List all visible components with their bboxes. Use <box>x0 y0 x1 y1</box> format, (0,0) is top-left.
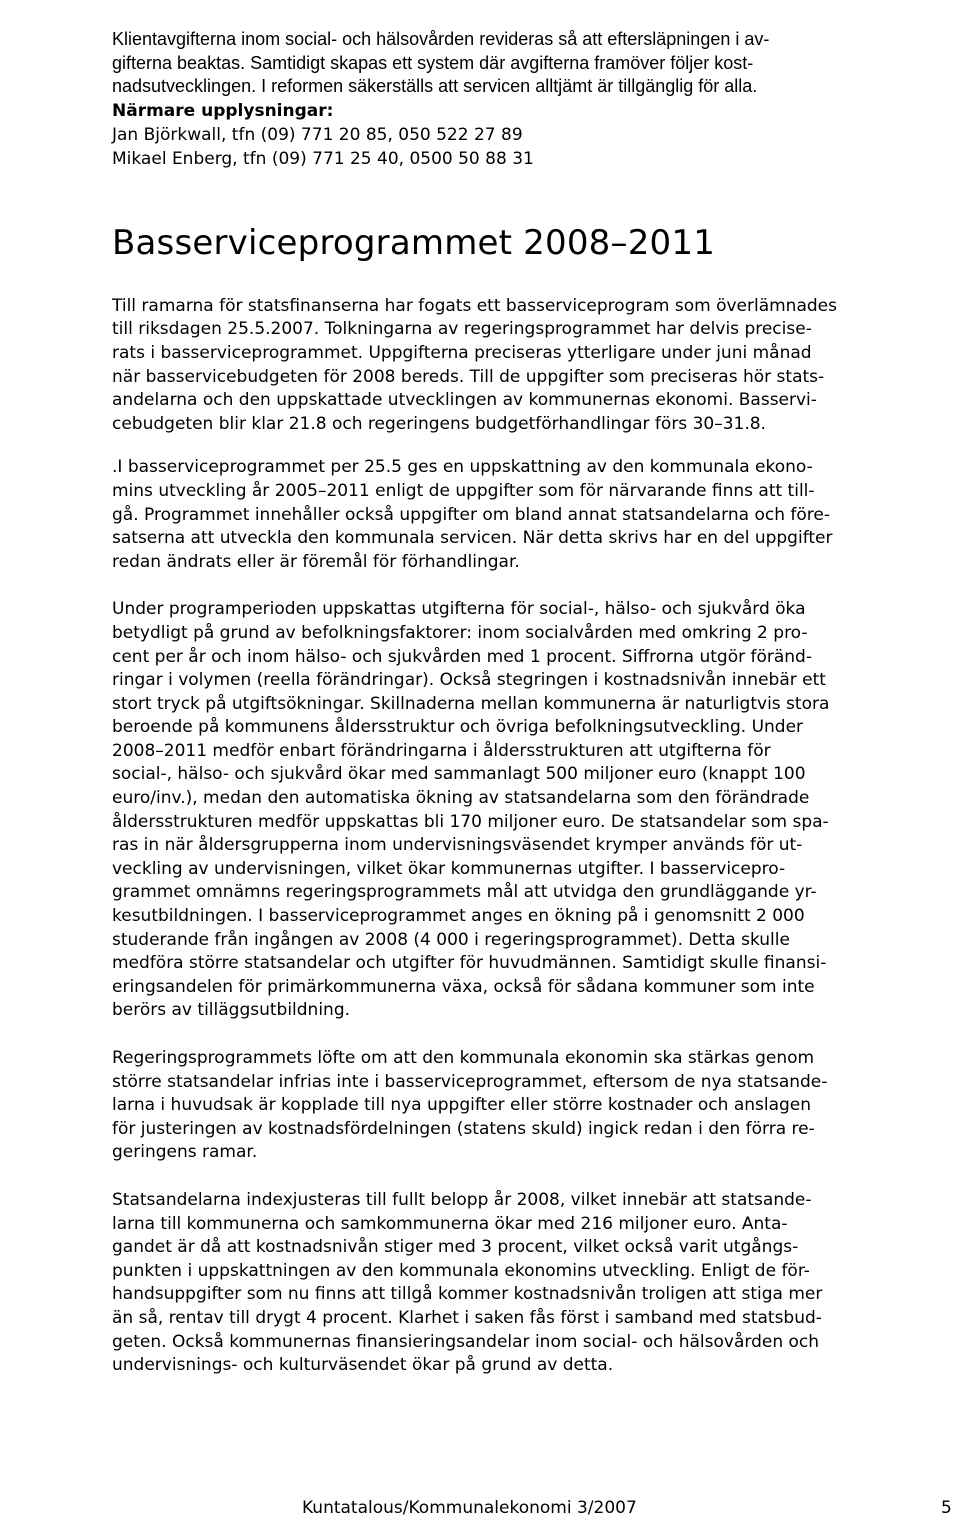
text-line: när basservicebudgeten för 2008 bereds. Till de uppgifter som preciseras hör stats- <box>112 366 825 387</box>
text-line: betydligt på grund av befolkningsfaktorer: inom socialvården med omkring 2 pro- <box>112 622 808 643</box>
text-line: .I basserviceprogrammet per 25.5 ges en uppskattning av den kommunala ekono- <box>112 457 813 478</box>
text-line: euro/inv.), medan den automatiska ökning av statsandelarna som den förändrade <box>112 788 810 809</box>
text-line: beroende på kommunens åldersstruktur och övriga befolkningsutveckling. Under <box>112 717 804 738</box>
contact-heading: Närmare upplysningar: <box>112 100 334 121</box>
text-line: social-, hälso- och sjukvård ökar med sammanlagt 500 miljoner euro (knappt 100 <box>112 764 806 785</box>
text-line: gå. Programmet innehåller också uppgifter om bland annat statsandelarna och före- <box>112 504 830 525</box>
text-line: Till ramarna för statsfinanserna har fogats ett basserviceprogram som överlämnades <box>112 295 837 316</box>
text-line: kesutbildningen. I basserviceprogrammet anges en ökning på i genomsnitt 2 000 <box>112 906 805 927</box>
text-line: Statsandelarna indexjusteras till fullt belopp år 2008, vilket innebär att statsande- <box>112 1189 812 1210</box>
page-number: 5 <box>941 1498 952 1518</box>
page-footer <box>0 1498 960 1519</box>
text-line: grammet omnämns regeringsprogrammets mål att utvidga den grundläggande yr- <box>112 882 817 903</box>
text-line: gifterna beaktas. Samtidigt skapas ett system där avgifterna framöver följer kost- <box>112 52 754 73</box>
intro-paragraph <box>112 28 960 99</box>
text-line: större statsandelar infrias inte i basserviceprogrammet, eftersom de nya statsande- <box>112 1071 828 1092</box>
text-line: geringens ramar. <box>112 1142 258 1163</box>
contact-block <box>112 99 960 171</box>
text-line: rats i basserviceprogrammet. Uppgifterna preciseras ytterligare under juni månad <box>112 342 812 363</box>
body-paragraph <box>112 1047 960 1165</box>
text-line: larna till kommunerna och samkommunerna ökar med 216 miljoner euro. Anta- <box>112 1213 788 1234</box>
text-line: punkten i uppskattningen av den kommunala ekonomins utveckling. Enligt de för- <box>112 1260 810 1281</box>
text-line: Under programperioden uppskattas utgifterna för social-, hälso- och sjukvård öka <box>112 599 806 620</box>
text-line: cent per år och inom hälso- och sjukvården med 1 procent. Siffrorna utgör föränd- <box>112 646 812 667</box>
text-line: Regeringsprogrammets löfte om att den kommunala ekonomin ska stärkas genom <box>112 1048 815 1068</box>
text-line: stort tryck på utgiftsökningar. Skillnaderna mellan kommunerna är naturligtvis stora <box>112 693 830 714</box>
text-line: mins utveckling år 2005–2011 enligt de uppgifter som för närvarande finns att till- <box>112 480 815 501</box>
text-line: undervisnings- och kulturväsendet ökar på grund av detta. <box>112 1355 614 1376</box>
text-line: larna i huvudsak är kopplade till nya uppgifter eller större kostnader och anslagen <box>112 1095 812 1116</box>
text-line: redan ändrats eller är föremål för förhandlingar. <box>112 551 520 572</box>
body-paragraph <box>112 598 960 1023</box>
text-line: för justeringen av kostnadsfördelningen (statens skuld) ingick redan i den förra re- <box>112 1118 815 1139</box>
section-title: Basserviceprogrammet 2008–2011 <box>112 222 716 263</box>
text-line: veckling av undervisningen, vilket ökar kommunernas utgifter. I basservicepro- <box>112 858 786 879</box>
publication-name: Kuntatalous/Kommunalekonomi 3/2007 <box>302 1498 637 1518</box>
text-line: ringar i volymen (reella förändringar). Också stegringen i kostnadsnivån innebär ett <box>112 670 826 691</box>
text-line: till riksdagen 25.5.2007. Tolkningarna av regeringsprogrammet har delvis precise- <box>112 319 812 340</box>
body-paragraph <box>112 1189 960 1378</box>
text-line: ras in när åldersgrupperna inom undervisningsväsendet krymper används för ut- <box>112 835 803 856</box>
text-line: andelarna och den uppskattade utvecklingen av kommunernas ekonomi. Basservi- <box>112 390 817 411</box>
text-line: eringsandelen för primärkommunerna växa, också för sådana kommuner som inte <box>112 976 815 997</box>
text-line: satserna att utveckla den kommunala servicen. När detta skrivs har en del uppgifter <box>112 528 833 549</box>
body-paragraph <box>112 295 960 437</box>
text-line: åldersstrukturen medför uppskattas bli 170 miljoner euro. De statsandelar som spa- <box>112 811 829 832</box>
document-page <box>112 28 960 1378</box>
contact-line: Jan Björkwall, tfn (09) 771 20 85, 050 522 27 89 <box>112 124 523 145</box>
text-line: Klientavgifterna inom social- och hälsovården revideras så att eftersläpningen i av- <box>112 29 770 49</box>
body-paragraph <box>112 456 960 574</box>
text-line: geten. Också kommunernas finansieringsandelar inom social- och hälsovården och <box>112 1331 820 1352</box>
text-line: cebudgeten blir klar 21.8 och regeringens budgetförhandlingar förs 30–31.8. <box>112 413 766 434</box>
contact-line: Mikael Enberg, tfn (09) 771 25 40, 0500 50 88 31 <box>112 148 534 169</box>
text-line: 2008–2011 medför enbart förändringarna i åldersstrukturen att utgifterna för <box>112 740 771 761</box>
text-line: än så, rentav till drygt 4 procent. Klarhet i saken fås först i samband med statsbud- <box>112 1307 822 1328</box>
text-line: gandet är då att kostnadsnivån stiger med 3 procent, vilket också varit utgångs- <box>112 1237 799 1258</box>
text-line: handsuppgifter som nu finns att tillgå kommer kostnadsnivån troligen att stiga mer <box>112 1284 823 1305</box>
text-line: medföra större statsandelar och utgifter för huvudmännen. Samtidigt skulle finansi- <box>112 953 827 974</box>
text-line: studerande från ingången av 2008 (4 000 i regeringsprogrammet). Detta skulle <box>112 929 790 950</box>
text-line: berörs av tilläggsutbildning. <box>112 1000 351 1021</box>
text-line: nadsutvecklingen. I reformen säkerställs att servicen alltjämt är tillgänglig för alla. <box>112 76 758 97</box>
